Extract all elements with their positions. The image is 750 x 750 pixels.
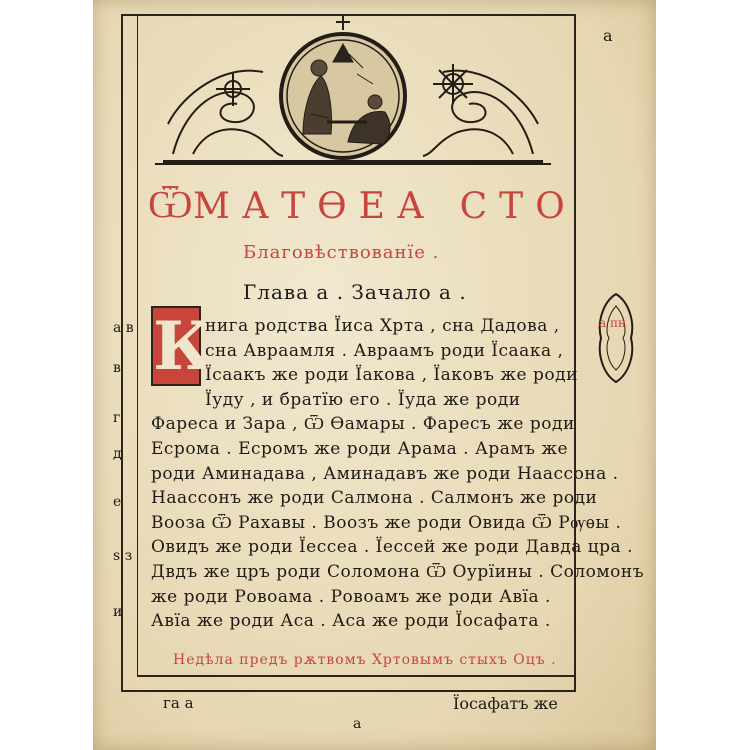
footer-signature-mark: га а (163, 694, 194, 712)
text-line: Авїа же роди Аса . Аса же роди Їосафата . (151, 611, 551, 632)
catchword: Їосафатъ же (453, 694, 558, 713)
text-line: сна Авраамля . Авраамъ роди Їсаака , (205, 340, 564, 361)
text-line: нига родства Їиса Хрта , сна Дадова , (205, 316, 560, 336)
text-line: роди Аминадава , Аминадавъ же роди Наассона . (151, 463, 619, 484)
book-page (93, 0, 656, 750)
cartouche-label: а пн (599, 316, 626, 330)
ornamental-headpiece-image (153, 14, 553, 170)
frame-left-rule (121, 14, 123, 690)
subtitle: Благовѣствованїе . (243, 242, 440, 263)
margin-number: г (113, 410, 121, 426)
title-initial: Ѿ (148, 182, 193, 226)
text-line: Есрома . Есромъ же роди Арама . Арамъ же (151, 439, 569, 459)
margin-number: ѕ з (113, 548, 133, 564)
text-line: Овидъ же роди Їессеа . Їессей же роди Давда цра . (151, 537, 633, 558)
decorated-initial: К (153, 307, 214, 385)
text-line: Їуду , и братїю его . Їуда же роди (205, 389, 521, 410)
frame-inner-left-rule (137, 14, 138, 677)
chapter-heading: Глава а . Зачало а . (243, 280, 467, 304)
margin-number: и (113, 604, 123, 620)
text-line: Їсаакъ же роди Їакова , Їаковъ же роди (205, 365, 578, 386)
text-line: Фареса и Зара , Ѿ Ѳамары . Фаресъ же роди (151, 414, 575, 435)
sunday-reading-note: Недѣла предъ рѫтвомъ Хртовымъ стыхъ Оцъ . (173, 652, 557, 668)
frame-footer-rule (137, 675, 574, 677)
text-line: Двдъ же цръ роди Соломона Ѿ Оурїины . Соломонъ (151, 562, 645, 582)
margin-number: д (113, 446, 122, 462)
sheet-signature: а (353, 716, 362, 732)
frame-bottom-rule (121, 690, 576, 692)
page-title: МАТѲЕА СТО (193, 186, 577, 227)
folio-number: а (603, 26, 613, 45)
margin-number: е (113, 494, 122, 510)
margin-cartouche-ornament (593, 292, 639, 384)
text-line: Наассонъ же роди Салмона . Салмонъ же роди (151, 488, 598, 509)
margin-number: в (113, 360, 121, 376)
margin-number: а в (113, 320, 134, 336)
text-line: Вооза Ѿ Рахавы . Воозъ же роди Овида Ѿ Рѹѳы . (151, 512, 622, 533)
text-line: же роди Ровоама . Ровоамъ же роди Авїа . (151, 586, 551, 607)
frame-right-rule (574, 14, 576, 690)
